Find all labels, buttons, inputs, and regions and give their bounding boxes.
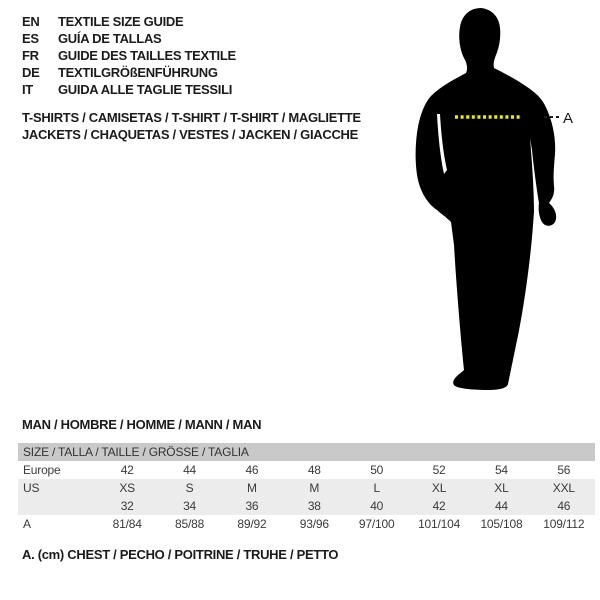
table-cell: 36 [245,499,259,513]
table-cell: 42 [120,463,134,477]
man-silhouette-shape [416,8,557,390]
table-cell: 44 [183,463,197,477]
measurement-footnote: A. (cm) CHEST / PECHO / POITRINE / TRUHE / PETTO [22,547,339,562]
language-code: DE [22,65,40,80]
size-table-header: SIZE / TALLA / TAILLE / GRÖSSE / TAGLIA [18,443,595,461]
table-cell: M [247,481,257,495]
table-cell: 48 [307,463,321,477]
table-cell: L [373,481,380,495]
measure-label-a: A [563,110,574,127]
size-table [18,443,595,533]
row-label: US [23,481,40,495]
table-cell: 38 [307,499,321,513]
table-cell: 85/88 [175,517,205,531]
table-cell: 44 [494,499,508,513]
table-cell: 56 [557,463,571,477]
table-cell: 50 [370,463,384,477]
language-label: GUIDA ALLE TAGLIE TESSILI [58,82,233,97]
category-line-jackets: JACKETS / CHAQUETAS / VESTES / JACKEN / GIACCHE [22,127,358,142]
language-row-en [22,13,236,30]
row-label: A [23,517,31,531]
language-code: IT [22,82,33,97]
table-cell: M [309,481,320,495]
table-row-europe [18,461,595,479]
language-row-es [22,30,236,47]
category-line-tshirts: T-SHIRTS / CAMISETAS / T-SHIRT / T-SHIRT / MAGLIETTE [22,110,361,125]
language-row-it [22,81,236,98]
language-label: GUÍA DE TALLAS [58,31,162,46]
table-cell: XXL [552,481,575,495]
language-row-de [22,64,236,81]
section-title-man: MAN / HOMBRE / HOMME / MANN / MAN [22,417,262,432]
row-label [18,497,96,515]
language-row-fr [22,47,236,64]
language-label: TEXTILE SIZE GUIDE [58,14,184,29]
language-label: TEXTILGRÖßENFÜHRUNG [58,65,218,80]
table-cell: 52 [432,463,446,477]
table-cell: XL [494,481,509,495]
language-code: FR [22,48,39,63]
man-silhouette-figure [410,0,596,400]
language-guide-list [22,13,236,98]
table-cell: 105/108 [480,517,523,531]
language-code: EN [22,14,40,29]
table-cell: 32 [120,499,134,513]
table-cell: XS [119,481,135,495]
table-cell: 54 [494,463,508,477]
table-cell: 42 [432,499,446,513]
table-cell: 93/96 [299,517,329,531]
table-cell: 97/100 [358,517,395,531]
table-cell: 46 [557,499,571,513]
table-row-numeric [18,497,595,515]
table-cell: 109/112 [543,517,585,531]
table-cell: 81/84 [112,517,142,531]
language-label: GUIDE DES TAILLES TEXTILE [58,48,236,63]
table-row-chest-a [18,515,595,533]
table-cell: 46 [245,463,259,477]
table-cell: 40 [370,499,384,513]
table-cell: 89/92 [237,517,267,531]
row-label: Europe [23,463,61,477]
table-cell: XL [431,481,447,495]
table-row-us [18,479,595,497]
table-cell: S [185,481,194,495]
garment-categories [22,109,361,143]
table-cell: 101/104 [418,517,461,531]
table-cell: 34 [183,499,197,513]
man-silhouette-svg [410,0,596,400]
language-code: ES [22,31,39,46]
